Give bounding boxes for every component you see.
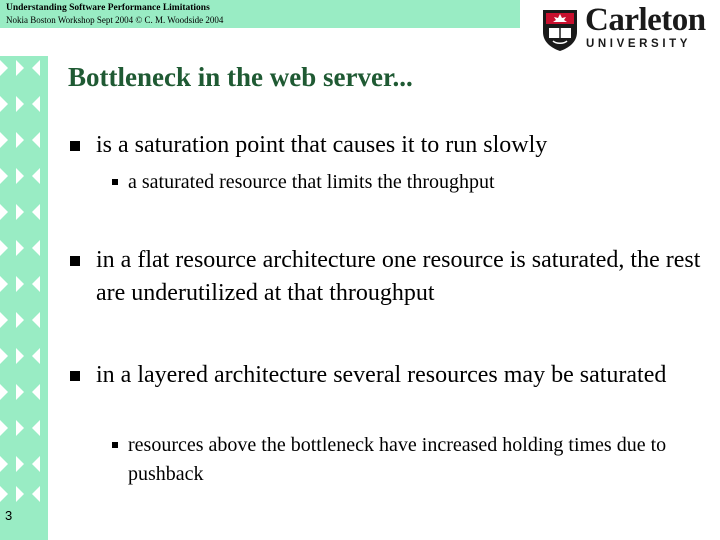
logo-wordmark: Carleton <box>585 2 706 38</box>
university-logo <box>541 2 711 54</box>
header-workshop-credit: Nokia Boston Workshop Sept 2004 © C. M. Woodside 2004 <box>6 15 224 25</box>
shield-icon <box>541 8 579 52</box>
arrow-pattern-icon <box>0 56 48 506</box>
bullet-text: is a saturation point that causes it to run slowly <box>96 132 548 158</box>
header-band <box>0 0 520 28</box>
left-decorative-bar <box>0 56 48 540</box>
bullet-text: in a layered architecture several resources may be saturated <box>96 362 667 388</box>
bullet-square-icon <box>70 371 80 381</box>
slide-title: Bottleneck in the web server... <box>68 62 413 92</box>
sub-bullet-square-icon <box>112 179 118 185</box>
sub-bullet-square-icon <box>112 442 118 448</box>
bullet-square-icon <box>70 141 80 151</box>
sub-bullet-text: a saturated resource that limits the throughput <box>128 171 495 193</box>
header-course-title: Understanding Software Performance Limitations <box>6 3 210 13</box>
bullet-text: in a flat resource architecture one resource is saturated, the rest are underutilized at that throughput <box>96 247 701 306</box>
sub-bullet-text: resources above the bottleneck have increased holding times due to pushback <box>128 434 667 485</box>
bullet-square-icon <box>70 256 80 266</box>
page-number: 3 <box>5 508 13 523</box>
logo-subtitle: UNIVERSITY <box>586 38 692 50</box>
